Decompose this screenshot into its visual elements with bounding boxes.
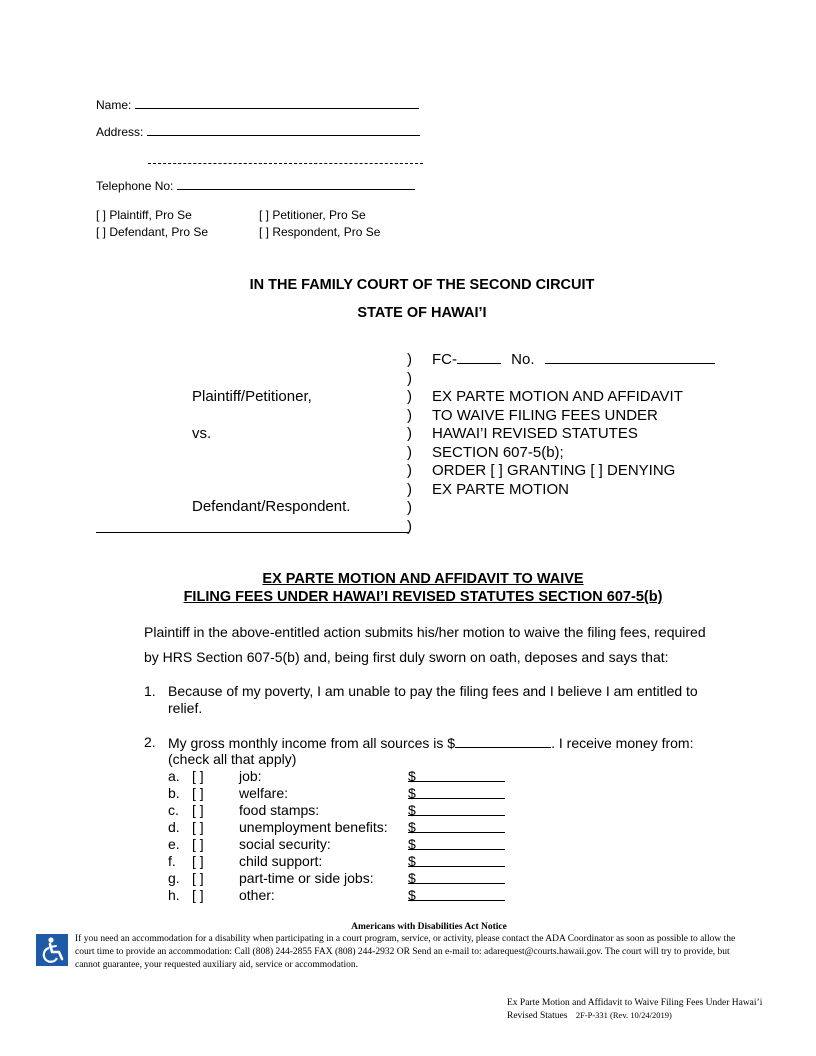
doc-title-line-2: FILING FEES UNDER HAWAI’I REVISED STATUTES SECTION 607-5(b) — [183, 589, 663, 605]
intro-line-1: Plaintiff in the above-entitled action submits his/her motion to waive the filing fees, required — [144, 624, 706, 640]
case-no-line[interactable] — [545, 351, 715, 364]
dollar-sign: $ — [408, 836, 416, 852]
vs-label: vs. — [192, 425, 212, 442]
intro-line-2: by HRS Section 607-5(b) and, being first duly sworn on oath, deposes and says that: — [144, 649, 669, 665]
income-label: social security: — [239, 836, 331, 852]
income-letter: h. — [168, 887, 180, 903]
dollar-sign: $ — [408, 768, 416, 784]
party-defendant[interactable]: [ ] Defendant, Pro Se — [96, 225, 209, 239]
caption-bottom-line — [96, 532, 409, 533]
amount-line[interactable] — [408, 853, 505, 867]
footer-line-2 — [507, 1010, 672, 1021]
income-source-row — [168, 853, 528, 870]
footer-line-1: Ex Parte Motion and Affidavit to Waive Filing Fees Under Hawai’i — [507, 998, 763, 1008]
income-source-row — [168, 819, 528, 836]
name-label: Name: — [96, 98, 132, 112]
item-2-number: 2. — [144, 734, 156, 750]
amount-line[interactable] — [408, 836, 505, 850]
amount-line[interactable] — [408, 802, 505, 816]
amount-line[interactable] — [408, 819, 505, 833]
ada-title: Americans with Disabilities Act Notice — [351, 922, 507, 932]
item-1-line-2: relief. — [168, 700, 203, 716]
party-plaintiff[interactable]: [ ] Plaintiff, Pro Se — [96, 208, 192, 222]
plaintiff-petitioner-label: Plaintiff/Petitioner, — [192, 388, 312, 405]
form-number: 2F-P-331 (Rev. 10/24/2019) — [575, 1010, 672, 1020]
amount-line[interactable] — [408, 870, 505, 884]
accessibility-icon — [36, 934, 68, 966]
case-title-line: SECTION 607-5(b); — [432, 443, 564, 461]
income-label: unemployment benefits: — [239, 819, 388, 835]
case-prefix-line[interactable] — [457, 351, 501, 364]
income-checkbox[interactable]: [ ] — [192, 853, 204, 869]
item-2-line-2: (check all that apply) — [168, 751, 297, 767]
income-letter: g. — [168, 870, 180, 886]
gross-income-line[interactable] — [455, 734, 551, 748]
income-source-row — [168, 887, 528, 904]
income-label: food stamps: — [239, 802, 320, 818]
income-label: other: — [239, 887, 275, 903]
income-label: part-time or side jobs: — [239, 870, 374, 886]
court-state: STATE OF HAWAI’I — [357, 305, 487, 321]
address-label: Address: — [96, 125, 144, 139]
dollar-sign: $ — [408, 785, 416, 801]
dollar-sign: $ — [408, 819, 416, 835]
telephone-line[interactable] — [177, 177, 415, 190]
income-letter: f. — [168, 853, 176, 869]
case-title-line: EX PARTE MOTION — [432, 480, 569, 498]
telephone-label: Telephone No: — [96, 179, 174, 193]
item-1-line-1: Because of my poverty, I am unable to pay the filing fees and I believe I am entitled to — [168, 683, 698, 699]
income-checkbox[interactable]: [ ] — [192, 785, 204, 801]
income-checkbox[interactable]: [ ] — [192, 819, 204, 835]
income-statement: My gross monthly income from all sources is $ — [168, 735, 456, 751]
case-title-line: EX PARTE MOTION AND AFFIDAVIT — [432, 388, 683, 405]
dollar-sign: $ — [408, 870, 416, 886]
income-letter: d. — [168, 819, 180, 835]
name-field[interactable] — [96, 96, 419, 112]
doc-title-line-1: EX PARTE MOTION AND AFFIDAVIT TO WAIVE — [262, 571, 584, 587]
income-letter: c. — [168, 802, 179, 818]
income-checkbox[interactable]: [ ] — [192, 870, 204, 886]
case-title — [432, 388, 683, 499]
dollar-sign: $ — [408, 887, 416, 903]
income-letter: a. — [168, 768, 180, 784]
court-name: IN THE FAMILY COURT OF THE SECOND CIRCUIT — [249, 277, 595, 293]
ada-line-3: cannot guarantee, your requested auxiliary aid, service or accommodation. — [75, 960, 359, 970]
income-checkbox[interactable]: [ ] — [192, 836, 204, 852]
name-line[interactable] — [135, 96, 419, 109]
income-statement-end: . I receive money from: — [551, 735, 694, 751]
income-letter: e. — [168, 836, 180, 852]
amount-line[interactable] — [408, 887, 505, 901]
address-line-2[interactable] — [148, 163, 423, 164]
defendant-respondent-label: Defendant/Respondent. — [192, 498, 351, 515]
case-title-line[interactable]: ORDER [ ] GRANTING [ ] DENYING — [432, 462, 676, 479]
case-prefix: FC- — [432, 351, 457, 368]
income-label: child support: — [239, 853, 323, 869]
ada-line-2: court time to provide an accommodation: Call (808) 244-2855 FAX (808) 244-2932 OR Send an e-mail to: adarequest@courts.hawaii.gov. The court will try to provide, but — [75, 947, 730, 957]
footer-statute: Revised Statues — [507, 1011, 568, 1021]
case-title-line: TO WAIVE FILING FEES UNDER — [432, 406, 658, 424]
income-source-row — [168, 768, 528, 785]
case-title-line: HAWAI’I REVISED STATUTES — [432, 425, 638, 442]
party-petitioner[interactable]: [ ] Petitioner, Pro Se — [259, 208, 366, 222]
case-number-field[interactable] — [432, 351, 715, 368]
dollar-sign: $ — [408, 853, 416, 869]
income-label: welfare: — [239, 785, 289, 801]
amount-line[interactable] — [408, 768, 505, 782]
party-respondent[interactable]: [ ] Respondent, Pro Se — [259, 225, 381, 239]
income-checkbox[interactable]: [ ] — [192, 887, 204, 903]
amount-line[interactable] — [408, 785, 505, 799]
income-letter: b. — [168, 785, 180, 801]
case-no-label: No. — [511, 351, 535, 368]
income-checkbox[interactable]: [ ] — [192, 768, 204, 784]
item-2-line-1 — [168, 734, 693, 751]
dollar-sign: $ — [408, 802, 416, 818]
address-field[interactable] — [96, 123, 420, 139]
item-1-number: 1. — [144, 683, 156, 699]
address-line[interactable] — [147, 123, 420, 136]
telephone-field[interactable] — [96, 177, 415, 193]
income-source-row — [168, 785, 528, 802]
income-source-row — [168, 836, 528, 853]
income-source-row — [168, 802, 528, 819]
income-checkbox[interactable]: [ ] — [192, 802, 204, 818]
ada-line-1: If you need an accommodation for a disability when participating in a court program, service, or activity, please contact the ADA Coordinator as soon as possible to allow the — [75, 934, 736, 944]
income-label: job: — [239, 768, 262, 784]
income-source-row — [168, 870, 528, 887]
caption-parentheses: ) ) ) ) ) ) ) ) ) ) — [407, 351, 412, 535]
